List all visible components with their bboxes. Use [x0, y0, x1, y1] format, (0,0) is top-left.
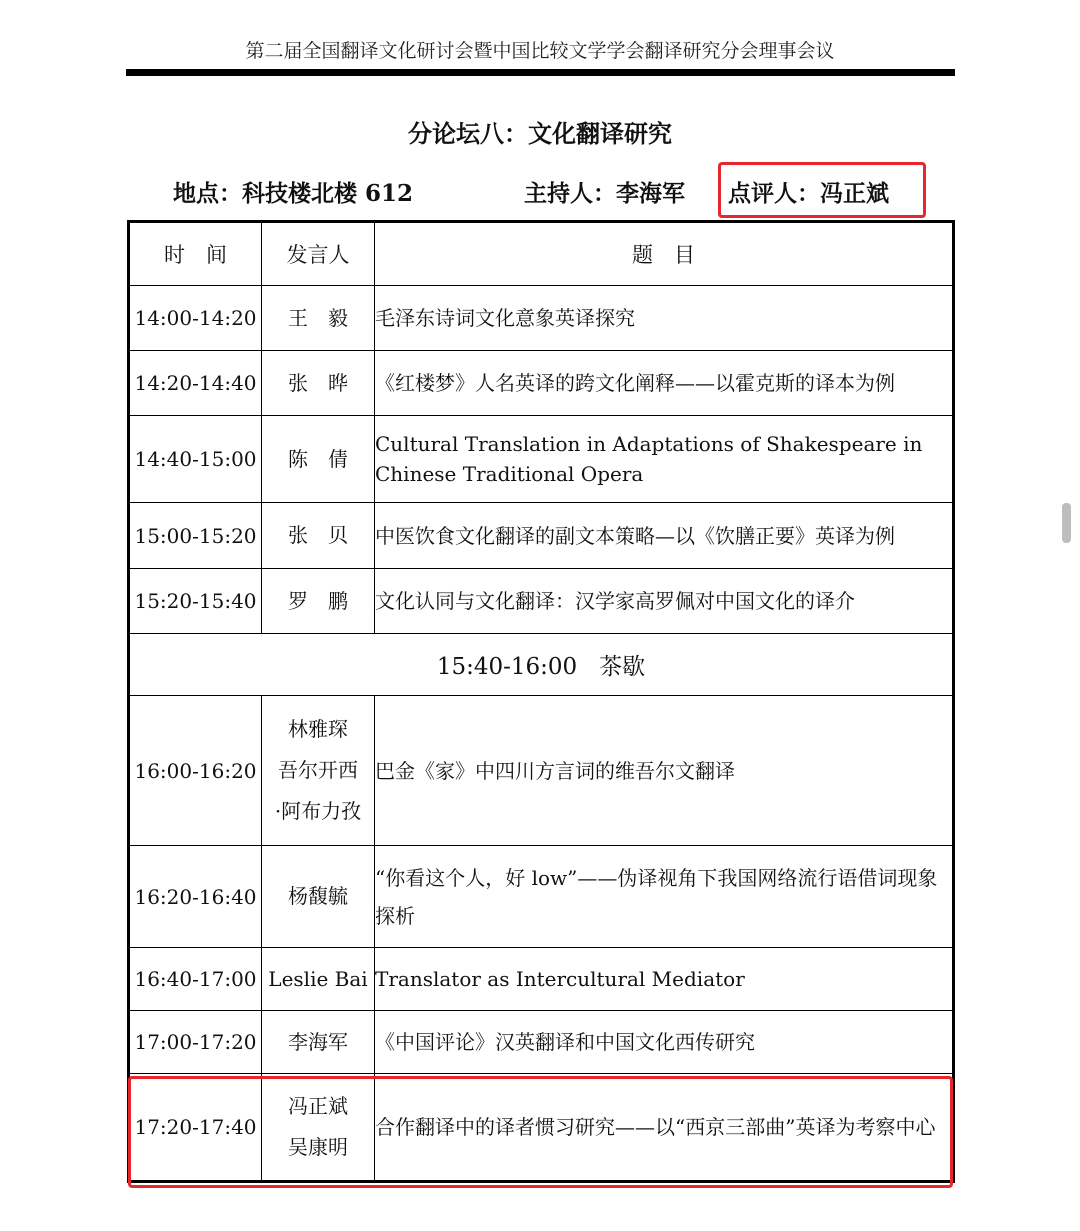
row-topic: 文化认同与文化翻译：汉学家高罗佩对中国文化的译介: [375, 569, 954, 634]
row-speaker: 张 晔: [262, 351, 375, 416]
host-value: 李海军: [616, 181, 685, 207]
break-cell: [129, 634, 954, 696]
row-topic: Translator as Intercultural Mediator: [375, 948, 954, 1011]
row-speaker: 陈 倩: [262, 416, 375, 503]
row-topic: 巴金《家》中四川方言词的维吾尔文翻译: [375, 696, 954, 846]
table-row: [129, 696, 954, 846]
header-rule: [126, 69, 955, 76]
row-speaker: Leslie Bai: [262, 948, 375, 1011]
row-speaker: [262, 1074, 375, 1182]
row-speaker: 罗 鹏: [262, 569, 375, 634]
header-speaker: 发言人: [262, 222, 375, 286]
row-time: 17:00-17:20: [129, 1011, 262, 1074]
speaker-name: 吴康明: [288, 1135, 348, 1159]
session-title: 分论坛八：文化翻译研究: [408, 120, 672, 148]
row-topic: 《中国评论》汉英翻译和中国文化西传研究: [375, 1011, 954, 1074]
row-time: 15:00-15:20: [129, 503, 262, 569]
row-time: 15:20-15:40: [129, 569, 262, 634]
host-label: 主持人：: [524, 181, 616, 207]
row-speaker: 张 贝: [262, 503, 375, 569]
row-speaker: [262, 696, 375, 846]
speaker-name: 冯正斌: [288, 1094, 348, 1118]
table-row: [129, 846, 954, 948]
row-speaker: 王 毅: [262, 286, 375, 351]
table-row: [129, 569, 954, 634]
row-time: 16:00-16:20: [129, 696, 262, 846]
break-row: [129, 634, 954, 696]
table-row: [129, 416, 954, 503]
table-header-row: [129, 222, 954, 286]
header-time: 时 间: [129, 222, 262, 286]
table-row: [129, 503, 954, 569]
venue-value: 科技楼北楼 612: [242, 180, 414, 207]
host-info: [524, 175, 685, 208]
reviewer-label: 点评人：: [728, 181, 820, 207]
speaker-name: 吾尔开西: [278, 758, 358, 782]
row-topic: 毛泽东诗词文化意象英译探究: [375, 286, 954, 351]
speaker-name: ·阿布力孜: [274, 799, 362, 823]
reviewer-value: 冯正斌: [820, 181, 889, 207]
reviewer-info: [728, 175, 889, 208]
row-topic: 中医饮食文化翻译的副文本策略—以《饮膳正要》英译为例: [375, 503, 954, 569]
speaker-name: 林雅琛: [288, 717, 348, 741]
header-topic: 题 目: [375, 222, 954, 286]
row-topic: “你看这个人，好 low”——伪译视角下我国网络流行语借词现象探析: [375, 846, 954, 948]
venue-info: [173, 175, 413, 208]
table-row: [129, 1074, 954, 1182]
row-speaker: 杨馥毓: [262, 846, 375, 948]
row-time: 17:20-17:40: [129, 1074, 262, 1182]
venue-label: 地点：: [173, 181, 242, 207]
break-label: 茶歇: [599, 654, 646, 680]
row-time: 14:20-14:40: [129, 351, 262, 416]
break-time: 15:40-16:00: [436, 654, 578, 680]
row-topic: Cultural Translation in Adaptations of Shakespeare in Chinese Traditional Opera: [375, 416, 954, 503]
row-time: 16:20-16:40: [129, 846, 262, 948]
schedule-table: [127, 220, 955, 1183]
scrollbar-thumb[interactable]: [1062, 503, 1071, 543]
row-topic: 《红楼梦》人名英译的跨文化阐释——以霍克斯的译本为例: [375, 351, 954, 416]
row-time: 14:00-14:20: [129, 286, 262, 351]
row-time: 16:40-17:00: [129, 948, 262, 1011]
running-header: 第二届全国翻译文化研讨会暨中国比较文学学会翻译研究分会理事会议: [245, 40, 835, 62]
table-row: [129, 286, 954, 351]
table-row: [129, 948, 954, 1011]
table-row: [129, 351, 954, 416]
row-topic: 合作翻译中的译者惯习研究——以“西京三部曲”英译为考察中心: [375, 1074, 954, 1182]
row-time: 14:40-15:00: [129, 416, 262, 503]
row-speaker: 李海军: [262, 1011, 375, 1074]
table-row: [129, 1011, 954, 1074]
